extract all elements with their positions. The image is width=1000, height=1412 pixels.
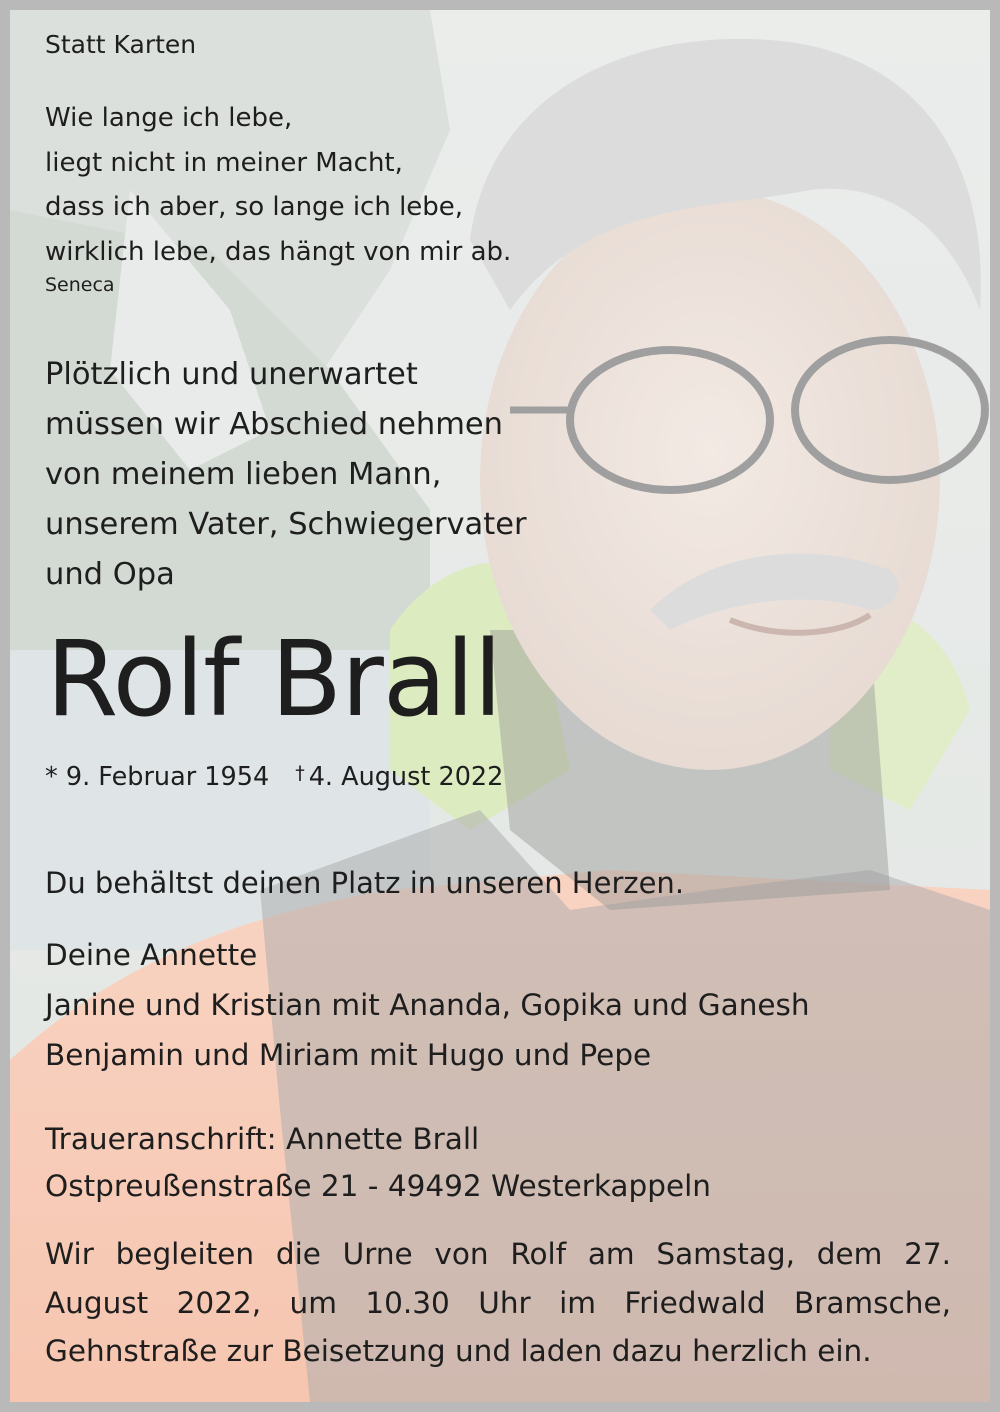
- mourning-address: [45, 1116, 711, 1210]
- family-line: Janine und Kristian mit Ananda, Gopika und Ganesh: [45, 988, 810, 1022]
- intro-line: müssen wir Abschied nehmen: [45, 407, 504, 442]
- intro-line: von meinem lieben Mann,: [45, 457, 442, 492]
- birth-date: * 9. Februar 1954: [45, 762, 270, 792]
- ceremony-notice: Wir begleiten die Urne von Rolf am Samstag, dem 27. August 2022, um 10.30 Uhr im Friedwald Bramsche, Gehnstraße zur Beisetzung und laden dazu herzlich ein.: [45, 1237, 951, 1368]
- intro-line: und Opa: [45, 557, 175, 592]
- intro-text: [45, 350, 527, 600]
- family-line: Deine Annette: [45, 938, 258, 972]
- poem-quote: [45, 96, 511, 274]
- deceased-name: Rolf Brall: [46, 618, 502, 740]
- poem-author: Seneca: [45, 274, 115, 296]
- family-signatures: [45, 930, 810, 1080]
- poem-line: Wie lange ich lebe,: [45, 103, 293, 133]
- memorial-message: Du behältst deinen Platz in unseren Herzen.: [45, 866, 685, 900]
- cross-symbol: †: [295, 762, 305, 784]
- family-line: Benjamin und Miriam mit Hugo und Pepe: [45, 1038, 652, 1072]
- death-date-group: [295, 762, 503, 792]
- intro-line: unserem Vater, Schwiegervater: [45, 507, 527, 542]
- death-date: 4. August 2022: [308, 762, 504, 792]
- poem-line: liegt nicht in meiner Macht,: [45, 147, 403, 178]
- poem-line: dass ich aber, so lange ich lebe,: [45, 192, 464, 222]
- life-dates: [45, 762, 503, 792]
- poem-line: wirklich lebe, das hängt von mir ab.: [45, 236, 512, 267]
- address-line: Traueranschrift: Annette Brall: [45, 1122, 480, 1156]
- intro-line: Plötzlich und unerwartet: [45, 357, 418, 392]
- address-line: Ostpreußenstraße 21 - 49492 Westerkappeln: [45, 1169, 711, 1203]
- obituary-text: [10, 10, 990, 1402]
- statt-karten-label: Statt Karten: [45, 30, 197, 59]
